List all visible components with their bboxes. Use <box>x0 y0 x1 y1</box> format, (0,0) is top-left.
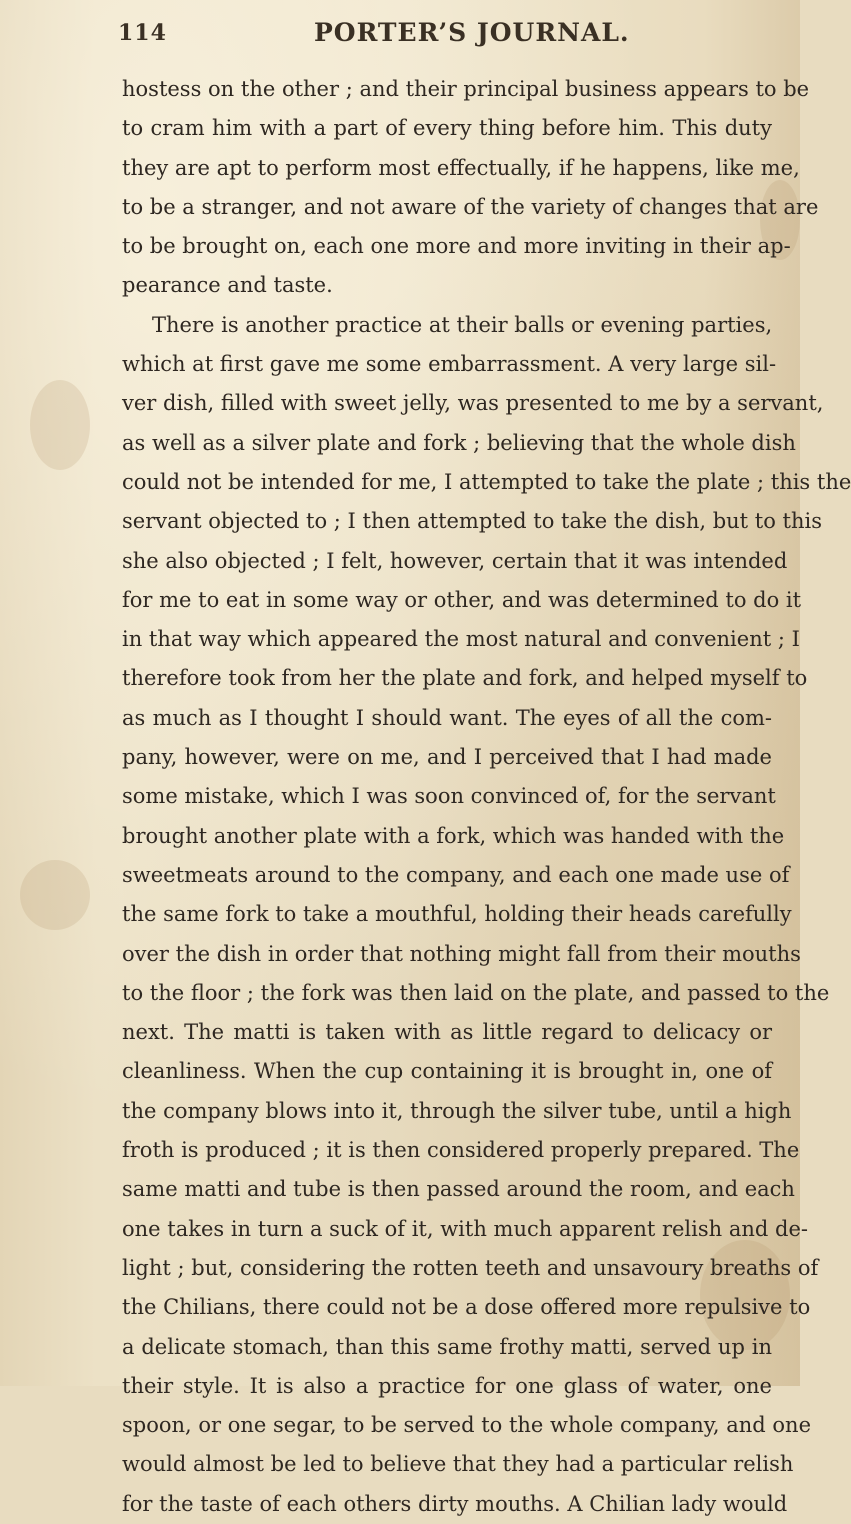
page-number: 114 <box>118 20 167 46</box>
text-line: over the dish in order that nothing might fall from their mouths <box>122 941 801 966</box>
text-line: their style. It is also a practice for one glass of water, one <box>122 1373 772 1398</box>
text-line: one takes in turn a suck of it, with much apparent relish and de- <box>122 1216 808 1241</box>
text-line: the company blows into it, through the silver tube, until a high <box>122 1098 792 1123</box>
text-line: a delicate stomach, than this same frothy matti, served up in <box>122 1334 772 1359</box>
text-line: froth is produced ; it is then considered properly prepared. The <box>122 1138 800 1163</box>
text-line: brought another plate with a fork, which was handed with the <box>122 823 785 848</box>
text-line: servant objected to ; I then attempted to take the dish, but to this <box>122 509 822 534</box>
text-line: to the floor ; the fork was then laid on the plate, and passed to the <box>122 980 830 1005</box>
text-line: therefore took from her the plate and fork, and helped myself to <box>122 666 808 691</box>
text-line: to cram him with a part of every thing before him. This duty <box>122 116 772 141</box>
text-line: would almost be led to believe that they had a particular relish <box>122 1452 794 1477</box>
text-line: pany, however, were on me, and I perceived that I had made <box>122 745 772 770</box>
text-line: same matti and tube is then passed around the room, and each <box>122 1177 795 1202</box>
text-line: sweetmeats around to the company, and each one made use of <box>122 862 790 887</box>
text-line: which at first gave me some embarrassment. A very large sil- <box>122 352 777 377</box>
text-line: for me to eat in some way or other, and was determined to do it <box>122 587 802 612</box>
text-line: pearance and taste. <box>122 273 333 298</box>
text-line: as much as I thought I should want. The eyes of all the com- <box>122 705 772 730</box>
body-text <box>122 70 851 1524</box>
paper-stain <box>30 380 90 470</box>
text-line: as well as a silver plate and fork ; believing that the whole dish <box>122 430 796 455</box>
text-line: light ; but, considering the rotten teeth and unsavoury breaths of <box>122 1255 819 1280</box>
text-line: the Chilians, there could not be a dose offered more repulsive to <box>122 1295 811 1320</box>
text-line: could not be intended for me, I attempted to take the plate ; this the <box>122 469 851 494</box>
text-line: spoon, or one segar, to be served to the whole company, and one <box>122 1413 811 1438</box>
text-line: hostess on the other ; and their principal business appears to be <box>122 77 810 101</box>
text-line: to be brought on, each one more and more inviting in their ap- <box>122 234 791 259</box>
text-line: in that way which appeared the most natural and convenient ; I <box>122 627 800 652</box>
page-header <box>96 12 736 52</box>
text-line: she also objected ; I felt, however, certain that it was intended <box>122 548 788 573</box>
text-line: for the taste of each others dirty mouths. A Chilian lady would <box>122 1491 788 1516</box>
text-line: the same fork to take a mouthful, holding their heads carefully <box>122 902 792 927</box>
text-line: to be a stranger, and not aware of the variety of changes that are <box>122 194 819 219</box>
text-line: cleanliness. When the cup containing it is brought in, one of <box>122 1059 772 1084</box>
text-line: some mistake, which I was soon convinced of, for the servant <box>122 784 776 809</box>
text-line: they are apt to perform most effectually, if he happens, like me, <box>122 155 800 180</box>
text-line: There is another practice at their balls or evening parties, <box>152 312 773 337</box>
text-line: ver dish, filled with sweet jelly, was presented to me by a servant, <box>122 391 824 416</box>
paper-stain <box>20 860 90 930</box>
running-head: PORTER’S JOURNAL. <box>314 18 630 47</box>
text-line: next. The matti is taken with as little regard to delicacy or <box>122 1020 772 1045</box>
